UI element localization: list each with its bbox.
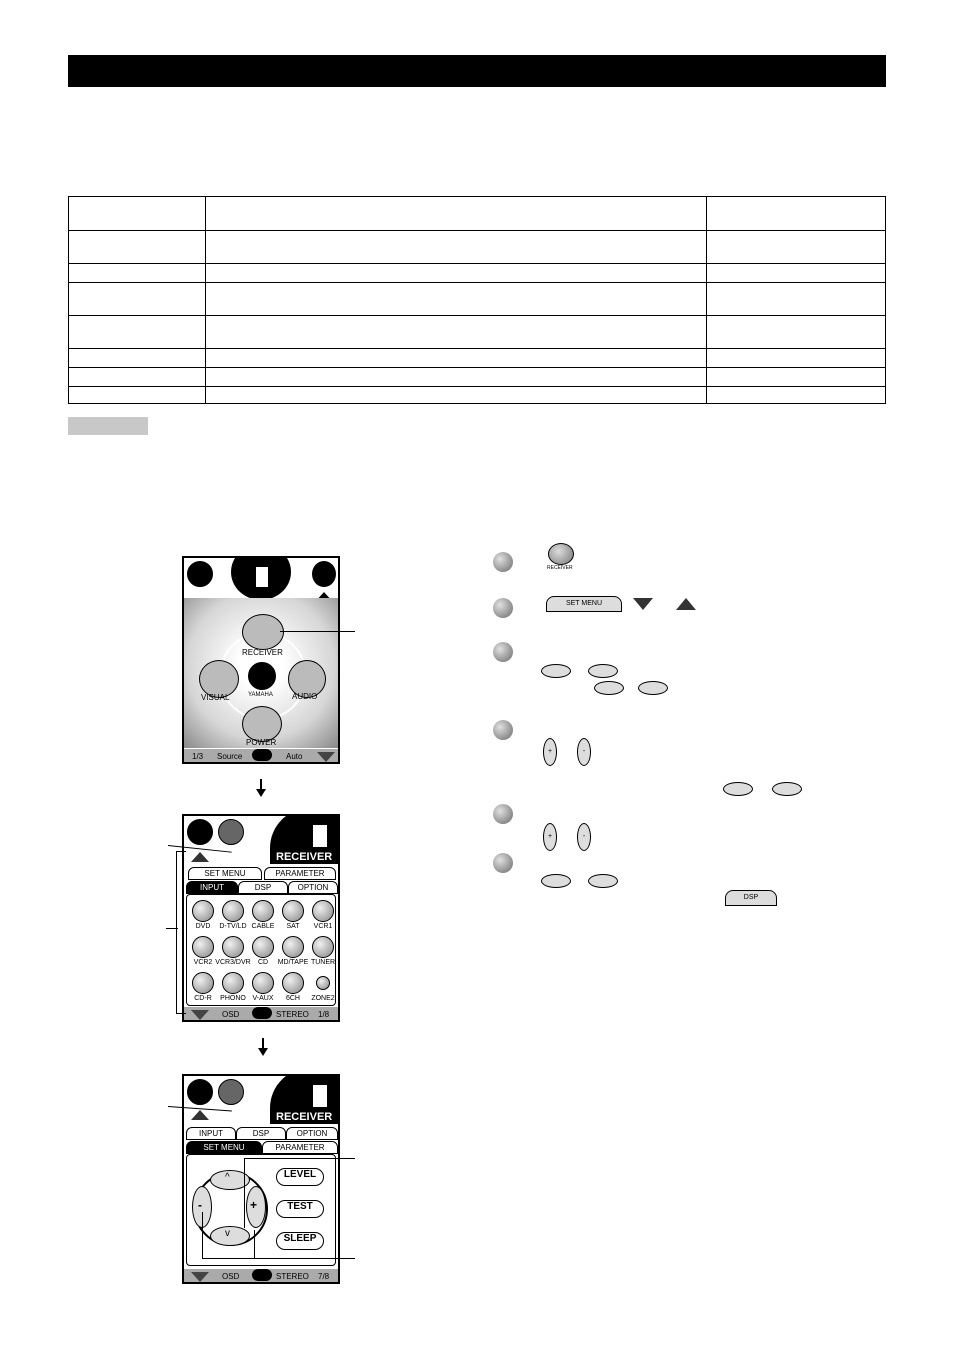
step-4-marker xyxy=(493,720,513,740)
yamaha-logo-icon[interactable] xyxy=(218,819,244,845)
dsp-tab-icon[interactable]: DSP xyxy=(725,890,777,906)
minus-key-icon[interactable]: - xyxy=(577,823,591,851)
set-menu-tab-icon[interactable]: SET MENU xyxy=(546,596,622,612)
list-icon[interactable] xyxy=(187,561,213,587)
yamaha-logo-icon[interactable] xyxy=(218,1079,244,1105)
remote-screen-setmenu: RECEIVER INPUT DSP OPTION SET MENU PARAMETER ^ v - + LEVEL TEST SLEEP OSD STEREO 7/8 xyxy=(182,1074,340,1284)
input-button-tuner[interactable] xyxy=(312,936,334,958)
tab-set-menu[interactable]: SET MENU xyxy=(188,867,262,880)
input-button-label: V-AUX xyxy=(252,995,274,1002)
flow-arrow-1 xyxy=(260,779,262,795)
tab-set-menu[interactable]: SET MENU xyxy=(186,1141,262,1154)
visual-label: VISUAL xyxy=(201,693,230,702)
step-3-marker xyxy=(493,642,513,662)
input-button-label: CD xyxy=(257,959,269,966)
callout-line xyxy=(202,1258,355,1259)
list-icon[interactable] xyxy=(187,819,213,845)
input-button-v-aux[interactable] xyxy=(252,972,274,994)
sleep-button[interactable]: SLEEP xyxy=(276,1232,324,1250)
input-button-label: 6CH xyxy=(285,995,300,1002)
remote-screen-main xyxy=(182,556,340,764)
input-button-label: ZONE2 xyxy=(311,995,335,1002)
input-button-md-tape[interactable] xyxy=(282,936,304,958)
input-button-vcr3-dvr[interactable] xyxy=(222,936,244,958)
callout-line xyxy=(244,1158,355,1159)
up-key-icon[interactable] xyxy=(594,681,624,695)
input-button-label: VCR2 xyxy=(193,959,213,966)
step-1-marker xyxy=(493,552,513,572)
page-icon[interactable] xyxy=(252,749,272,761)
step-2-marker xyxy=(493,598,513,618)
minus-key-icon[interactable]: - xyxy=(577,738,591,766)
down-key-icon[interactable] xyxy=(772,782,802,796)
page-icon[interactable] xyxy=(252,1007,272,1019)
step-5-marker xyxy=(493,804,513,824)
yamaha-label: YAMAHA xyxy=(248,692,273,698)
callout-bracket-bottom xyxy=(176,1013,186,1014)
page-title: RECEIVER xyxy=(276,851,333,863)
input-button-sat[interactable] xyxy=(282,900,304,922)
status-auto: Auto xyxy=(286,752,303,761)
plus-key-icon[interactable]: + xyxy=(543,738,557,766)
scroll-down-arrow-icon[interactable] xyxy=(633,598,653,610)
input-button-cable[interactable] xyxy=(252,900,274,922)
down-key[interactable] xyxy=(210,1226,250,1246)
list-icon[interactable] xyxy=(187,1079,213,1105)
input-button-label: MD/TAPE xyxy=(277,959,309,966)
note-tag xyxy=(68,417,148,435)
input-button-cd[interactable] xyxy=(252,936,274,958)
tab-dsp[interactable]: DSP xyxy=(236,1127,286,1140)
yamaha-logo-icon[interactable] xyxy=(248,662,276,690)
callout-line xyxy=(166,928,178,929)
scroll-up-arrow-icon[interactable] xyxy=(191,1110,209,1120)
input-button-cd-r[interactable] xyxy=(192,972,214,994)
page-indicator: 1/8 xyxy=(318,1010,330,1019)
page-title: RECEIVER xyxy=(276,1111,333,1123)
input-button-6ch[interactable] xyxy=(282,972,304,994)
page-indicator: 7/8 xyxy=(318,1272,330,1281)
tab-input[interactable]: INPUT xyxy=(186,881,238,894)
input-button-vcr2[interactable] xyxy=(192,936,214,958)
audio-label: AUDIO xyxy=(292,692,318,701)
scroll-up-arrow-icon[interactable] xyxy=(191,852,209,862)
input-button-label: D-TV/LD xyxy=(219,923,247,930)
level-button[interactable]: LEVEL xyxy=(276,1168,324,1186)
input-button-label: CABLE xyxy=(251,923,275,930)
step-6-marker xyxy=(493,853,513,873)
callout-line xyxy=(254,1230,255,1258)
page-indicator: 1/3 xyxy=(192,752,204,761)
input-button-zone2[interactable] xyxy=(316,976,330,990)
input-button-label: TUNER xyxy=(310,959,336,966)
tab-parameter[interactable]: PARAMETER xyxy=(262,1141,338,1154)
status-osd: OSD xyxy=(222,1272,240,1281)
down-key-icon[interactable] xyxy=(588,664,618,678)
input-button-label: DVD xyxy=(195,923,211,930)
plus-key-icon[interactable]: + xyxy=(543,823,557,851)
input-button-vcr1[interactable] xyxy=(312,900,334,922)
test-button[interactable]: TEST xyxy=(276,1200,324,1218)
input-button-label: VCR3/DVR xyxy=(215,959,251,966)
spec-table xyxy=(68,196,886,404)
scroll-down-arrow-icon[interactable] xyxy=(317,752,335,762)
down-key-icon[interactable] xyxy=(638,681,668,695)
callout-bracket xyxy=(176,851,177,1013)
status-osd: OSD xyxy=(222,1010,240,1019)
input-button-d-tv-ld[interactable] xyxy=(222,900,244,922)
receiver-icon[interactable] xyxy=(548,543,574,565)
input-button-label: VCR1 xyxy=(313,923,333,930)
power-label: POWER xyxy=(246,738,277,747)
callout-bracket-top xyxy=(176,851,186,852)
status-stereo: STEREO xyxy=(276,1272,309,1281)
input-button-label: PHONO xyxy=(220,995,246,1002)
scroll-up-arrow-icon[interactable] xyxy=(676,598,696,610)
input-button-label: CD-R xyxy=(194,995,212,1002)
minus-label: - xyxy=(198,1198,202,1212)
tab-option[interactable]: OPTION xyxy=(288,881,338,894)
input-button-phono[interactable] xyxy=(222,972,244,994)
status-source: Source xyxy=(217,752,243,761)
scroll-down-arrow-icon[interactable] xyxy=(191,1272,209,1282)
up-key-icon[interactable] xyxy=(723,782,753,796)
tab-option[interactable]: OPTION xyxy=(286,1127,338,1140)
or-text: or xyxy=(657,601,666,611)
menu-icon[interactable] xyxy=(312,561,336,587)
power-source-icon[interactable] xyxy=(242,706,282,742)
scroll-down-arrow-icon[interactable] xyxy=(191,1010,209,1020)
input-button-dvd[interactable] xyxy=(192,900,214,922)
callout-line xyxy=(244,1158,245,1228)
down-key-icon[interactable] xyxy=(588,874,618,888)
tab-input[interactable]: INPUT xyxy=(186,1127,236,1140)
flow-arrow-2 xyxy=(262,1038,264,1054)
tab-parameter[interactable]: PARAMETER xyxy=(264,867,336,880)
receiver-source-icon[interactable] xyxy=(242,614,284,650)
callout-line xyxy=(280,631,355,632)
tab-dsp[interactable]: DSP xyxy=(238,881,288,894)
input-button-label: SAT xyxy=(286,923,300,930)
up-key-icon[interactable] xyxy=(541,874,571,888)
callout-line xyxy=(202,1212,203,1258)
receiver-label: RECEIVER xyxy=(242,648,283,657)
page-icon[interactable] xyxy=(252,1269,272,1281)
plus-label: + xyxy=(250,1198,258,1212)
receiver-icon-label: RECEIVER xyxy=(547,565,573,571)
section-title-bar xyxy=(68,55,886,87)
up-key-icon[interactable] xyxy=(541,664,571,678)
remote-screen-input xyxy=(182,814,340,1022)
status-stereo: STEREO xyxy=(276,1010,309,1019)
